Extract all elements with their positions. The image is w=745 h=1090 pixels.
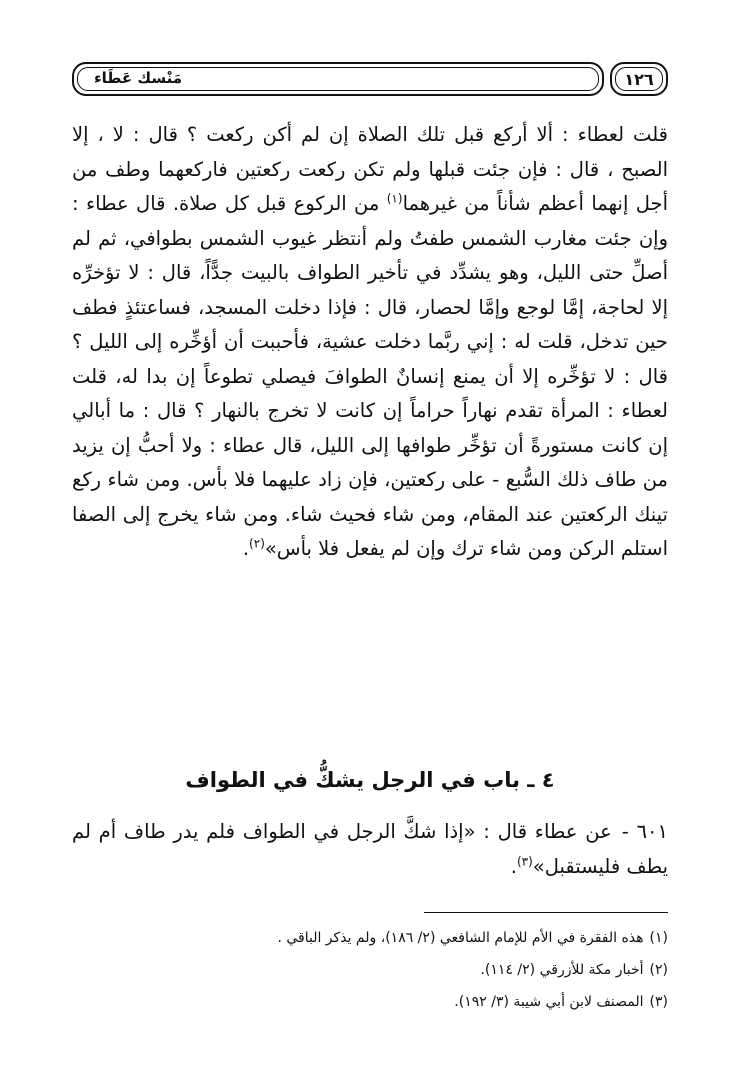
- footnote-text: أخبار مكة للأزرقي (٢/ ١١٤).: [480, 962, 644, 978]
- page-header: [72, 62, 668, 100]
- page-number: ١٢٦: [624, 69, 654, 89]
- footnote-1: [72, 922, 668, 954]
- body-paragraph: [72, 118, 668, 567]
- footnotes: [72, 922, 668, 1018]
- paragraph-continuation: من الركوع قبل كل صلاة. قال عطاء : وإن جئت مغارب الشمس طفتُ ولم أنتظر غيوب الشمس بطوافي، ثم لم أصلِّ حتى الليل، وهو يشدِّد في تأخير الطواف بالبيت جدًّاً، قال : لا تؤخرِّه إلا لحاجة، إمَّا لوجع وإمَّا لحصار، قال : فإذا دخلت المسجد، فساعتئذٍ فطف حين تدخل، قلت له : إني ربَّما دخلت عشية، فأحببت أن أؤخِّره إلى الليل ؟ قال : لا تؤخِّره إلا أن يمنع إنسانٌ الطوافَ فيصلي تطوعاً إن بدا له، قلت لعطاء : المرأة تقدم نهاراً حراماً إن كانت لا تخرج بالنهار ؟ قال : ما أبالي إن كانت مستورةً أن تؤخِّر طوافها إلى الليل، قال عطاء : ولا أحبُّ إن يزيد من طاف ذلك السُّبع - على ركعتين، فإن زاد عليهما فلا بأس. ومن شاء ركع تينك الركعتين عند المقام، ومن شاء فحيث شاء. ومن شاء يخرج إلى الصفا استلم الركن ومن شاء ترك وإن لم يفعل فلا بأس»: [72, 192, 668, 560]
- section-heading: ٤ ـ باب في الرجل يشكُّ في الطواف: [185, 768, 555, 792]
- hadith-text: عن عطاء قال : «إذا شكَّ الرجل في الطواف فلم يدر طاف أم لم يطف فليستقبل»: [72, 820, 668, 878]
- footnote-ref-3: (٣): [516, 854, 533, 868]
- footnote-divider: [424, 912, 668, 913]
- hadith-entry: [72, 815, 668, 884]
- footnote-text: هذه الفقرة في الأم للإمام الشافعي (٢/ ١٨٦)، ولم يذكر الباقي .: [277, 930, 644, 946]
- footnote-mark: (٣): [649, 994, 668, 1010]
- footnote-mark: (١): [649, 930, 668, 946]
- footnote-mark: (٢): [649, 962, 668, 978]
- footnote-ref-2: (٢): [249, 536, 265, 551]
- page-number-frame: [610, 62, 668, 96]
- hadith-end: .: [510, 854, 517, 878]
- paragraph-end: .: [242, 537, 250, 560]
- footnote-ref-1: (١): [386, 191, 403, 206]
- footnote-3: [72, 986, 668, 1018]
- footnote-text: المصنف لابن أبي شيبة (٣/ ١٩٢).: [454, 994, 644, 1010]
- paragraph-text: قلت لعطاء : ألا أركع قبل تلك الصلاة إن لم أكن ركعت ؟ قال : لا ، إلا الصبح ، قال : فإن جئت قبلها ولم تكن ركعت ركعتين فاركعهما وطف من أجل إنهما أعظم شأناً من غيرهما: [72, 123, 668, 215]
- running-title: مَنْسك عَطَاء: [94, 69, 183, 87]
- footnote-2: [72, 954, 668, 986]
- running-title-frame: [72, 62, 604, 96]
- hadith-number: ٦٠١ -: [621, 820, 668, 843]
